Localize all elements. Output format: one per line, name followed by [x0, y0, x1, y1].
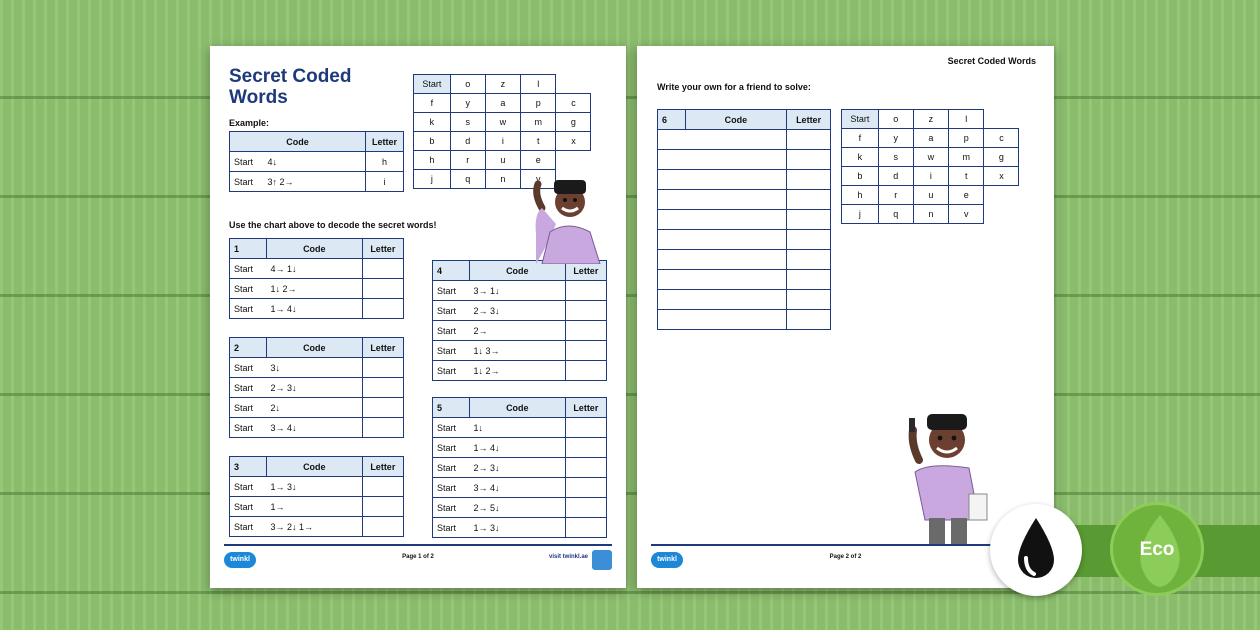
- table-row: [658, 190, 831, 210]
- code-cell: 3→ 4↓: [469, 478, 565, 498]
- code-header: Code: [266, 457, 362, 477]
- grid-cell: l: [949, 110, 984, 129]
- grid-cell: d: [450, 132, 485, 151]
- grid-row: [842, 129, 1054, 148]
- grid-cell: z: [485, 75, 520, 94]
- table-row: [433, 321, 607, 341]
- letter-answer-cell[interactable]: [787, 170, 831, 190]
- table-row: [230, 517, 404, 537]
- grid-cell: e: [521, 151, 556, 170]
- table-row: [658, 150, 831, 170]
- grid-cell: q: [450, 170, 485, 189]
- table-row: [658, 170, 831, 190]
- start-label: Start: [230, 378, 267, 398]
- start-label: Start: [230, 477, 267, 497]
- grid-cell: q: [878, 205, 913, 224]
- grid-cell: a: [913, 129, 948, 148]
- table-row: [433, 438, 607, 458]
- grid-cell: u: [913, 186, 948, 205]
- letter-grid: [841, 109, 1054, 224]
- page-header: Secret Coded Words: [947, 56, 1036, 66]
- grid-cell: s: [878, 148, 913, 167]
- code-input-cell[interactable]: [658, 310, 787, 330]
- code-input-cell[interactable]: [658, 210, 787, 230]
- table-row: [433, 418, 607, 438]
- letter-header: Letter: [362, 338, 403, 358]
- table-row: [433, 498, 607, 518]
- grid-cell: i: [913, 167, 948, 186]
- code-header: Code: [266, 338, 362, 358]
- eco-badge: [1110, 502, 1204, 596]
- letter-answer-cell[interactable]: [565, 418, 606, 438]
- code-cell: 1↓ 3→: [469, 341, 565, 361]
- letter-answer-cell[interactable]: [565, 281, 606, 301]
- page-title: Secret Coded Words: [229, 66, 352, 108]
- eco-label: Eco: [1139, 539, 1175, 560]
- start-label: Start: [433, 438, 470, 458]
- letter-answer-cell[interactable]: [362, 259, 403, 279]
- start-label: Start: [433, 341, 470, 361]
- puzzle-table-4: [432, 260, 607, 381]
- twinkl-logo: twinkl: [651, 552, 683, 568]
- grid-cell: [1019, 205, 1054, 224]
- letter-answer-cell[interactable]: [362, 497, 403, 517]
- grid-cell: r: [878, 186, 913, 205]
- instruction-text: Use the chart above to decode the secret words!: [229, 220, 437, 230]
- start-label: Start: [230, 358, 267, 378]
- code-cell: 1→: [266, 497, 362, 517]
- visit-link[interactable]: visit twinkl.ae: [548, 554, 588, 560]
- grid-cell: y: [450, 94, 485, 113]
- table-row: [230, 418, 404, 438]
- code-cell: 2→ 3↓: [469, 301, 565, 321]
- grid-cell: w: [913, 148, 948, 167]
- table-row: [230, 398, 404, 418]
- puzzle-number: 6: [658, 110, 686, 130]
- page-footer: [651, 544, 1040, 574]
- letter-answer-cell[interactable]: [787, 310, 831, 330]
- letter-header: Letter: [565, 261, 606, 281]
- code-input-cell[interactable]: [658, 130, 787, 150]
- code-input-cell[interactable]: [658, 230, 787, 250]
- table-row: [433, 301, 607, 321]
- table-row: [230, 279, 404, 299]
- letter-answer-cell[interactable]: [565, 321, 606, 341]
- start-label: Start: [433, 281, 470, 301]
- letter-answer-cell[interactable]: [362, 299, 403, 319]
- table-row: [658, 310, 831, 330]
- table-header-row: [230, 457, 404, 477]
- code-cell: 2→ 3↓: [266, 378, 362, 398]
- code-cell: 1→ 3↓: [266, 477, 362, 497]
- start-label: Start: [433, 301, 470, 321]
- grid-cell: [591, 113, 626, 132]
- grid-cell: [591, 94, 626, 113]
- grid-row: [414, 94, 626, 113]
- grid-cell: g: [556, 113, 591, 132]
- code-cell: 2↓: [266, 398, 362, 418]
- boy-illustration: [528, 174, 616, 264]
- grid-cell: t: [949, 167, 984, 186]
- letter-header: Letter: [565, 398, 606, 418]
- grid-cell: v: [949, 205, 984, 224]
- code-cell: 1↓ 2→: [266, 279, 362, 299]
- grid-cell: j: [842, 205, 879, 224]
- grid-cell: u: [485, 151, 520, 170]
- letter-answer-cell[interactable]: [362, 477, 403, 497]
- letter-header: Letter: [366, 132, 404, 152]
- grid-cell: [1019, 167, 1054, 186]
- grid-cell: t: [521, 132, 556, 151]
- letter-answer-cell[interactable]: [787, 270, 831, 290]
- code-input-cell[interactable]: [658, 150, 787, 170]
- grid-row: [842, 186, 1054, 205]
- table-row: [433, 478, 607, 498]
- grid-cell: j: [414, 170, 451, 189]
- letter-answer-cell[interactable]: [362, 517, 403, 537]
- grid-cell: g: [984, 148, 1019, 167]
- code-input-cell[interactable]: [658, 170, 787, 190]
- table-row: [658, 270, 831, 290]
- table-row: [433, 341, 607, 361]
- grid-cell: [984, 186, 1019, 205]
- example-table: [229, 131, 404, 192]
- table-header-row: [230, 338, 404, 358]
- puzzle-number: 3: [230, 457, 267, 477]
- grid-cell: [556, 75, 591, 94]
- letter-answer-cell[interactable]: [787, 250, 831, 270]
- table-header-row: [658, 110, 831, 130]
- puzzle-table-6: [657, 109, 831, 330]
- grid-cell: x: [984, 167, 1019, 186]
- puzzle-number: 5: [433, 398, 470, 418]
- letter-answer-cell[interactable]: [787, 210, 831, 230]
- code-cell: 1→ 4↓: [469, 438, 565, 458]
- code-cell: 3→ 4↓: [266, 418, 362, 438]
- grid-cell: Start: [842, 110, 879, 129]
- start-label: Start: [230, 259, 267, 279]
- grid-cell: d: [878, 167, 913, 186]
- letter-answer-cell[interactable]: [362, 418, 403, 438]
- start-label: Start: [230, 418, 267, 438]
- grid-cell: y: [878, 129, 913, 148]
- start-label: Start: [433, 321, 470, 341]
- grid-cell: [1019, 110, 1054, 129]
- table-row: [230, 259, 404, 279]
- start-label: Start: [230, 299, 267, 319]
- puzzle-number: 2: [230, 338, 267, 358]
- code-cell: 1↓: [469, 418, 565, 438]
- table-row: [658, 210, 831, 230]
- worksheet-page-1: [210, 46, 626, 588]
- grid-cell: e: [949, 186, 984, 205]
- code-input-cell[interactable]: [658, 250, 787, 270]
- letter-answer-cell[interactable]: [362, 398, 403, 418]
- code-cell: 1↓ 2→: [469, 361, 565, 381]
- grid-cell: v: [521, 170, 556, 189]
- example-label: Example:: [229, 118, 270, 128]
- letter-answer-cell[interactable]: [787, 290, 831, 310]
- letter-grid: [413, 74, 626, 189]
- puzzle-table-3: [229, 456, 404, 537]
- table-row: [433, 518, 607, 538]
- table-row: [230, 497, 404, 517]
- grid-row: [414, 113, 626, 132]
- grid-cell: [591, 132, 626, 151]
- table-row: [230, 299, 404, 319]
- grid-cell: l: [521, 75, 556, 94]
- letter-answer-cell[interactable]: [565, 498, 606, 518]
- grid-cell: o: [450, 75, 485, 94]
- grid-row: [842, 205, 1054, 224]
- twinkl-logo: twinkl: [224, 552, 256, 568]
- code-input-cell[interactable]: [658, 190, 787, 210]
- code-header: Code: [230, 132, 366, 152]
- table-row: Start 3↑ 2→ i: [230, 172, 404, 192]
- code-cell: 3↓: [266, 358, 362, 378]
- grid-cell: [984, 110, 1019, 129]
- table-row: [230, 358, 404, 378]
- letter-header: Letter: [362, 457, 403, 477]
- start-label: Start: [433, 518, 470, 538]
- table-row: Start 4↓ h: [230, 152, 404, 172]
- grid-cell: m: [521, 113, 556, 132]
- start-label: Start: [433, 418, 470, 438]
- puzzle-number: 4: [433, 261, 470, 281]
- letter-answer-cell[interactable]: [362, 358, 403, 378]
- puzzle-table-2: [229, 337, 404, 438]
- code-cell: 2→ 3↓: [469, 458, 565, 478]
- grid-cell: [1019, 186, 1054, 205]
- table-row: [433, 281, 607, 301]
- grid-cell: i: [485, 132, 520, 151]
- letter-answer-cell[interactable]: [565, 458, 606, 478]
- code-cell: 3→ 2↓ 1→: [266, 517, 362, 537]
- grid-cell: [1019, 148, 1054, 167]
- code-input-cell[interactable]: [658, 270, 787, 290]
- grid-cell: n: [485, 170, 520, 189]
- table-row: [433, 458, 607, 478]
- grid-cell: [591, 151, 626, 170]
- letter-answer-cell[interactable]: [787, 230, 831, 250]
- code-input-cell[interactable]: [658, 290, 787, 310]
- start-label: Start: [433, 458, 470, 478]
- letter-answer-cell[interactable]: [565, 518, 606, 538]
- code-cell: 2→: [469, 321, 565, 341]
- code-header: Code: [469, 398, 565, 418]
- table-row: [658, 130, 831, 150]
- table-row: [658, 250, 831, 270]
- grid-row: [414, 75, 626, 94]
- grid-cell: k: [414, 113, 451, 132]
- start-label: Start: [230, 279, 267, 299]
- grid-cell: b: [414, 132, 451, 151]
- grid-cell: r: [450, 151, 485, 170]
- worksheet-page-2: [637, 46, 1054, 588]
- grid-cell: f: [414, 94, 451, 113]
- ink-drop-icon: [1010, 516, 1062, 584]
- grid-cell: n: [913, 205, 948, 224]
- code-header: Code: [685, 110, 786, 130]
- grid-cell: [556, 151, 591, 170]
- code-cell: 4→ 1↓: [266, 259, 362, 279]
- code-header: Code: [266, 239, 362, 259]
- grid-cell: b: [842, 167, 879, 186]
- grid-cell: k: [842, 148, 879, 167]
- grid-cell: z: [913, 110, 948, 129]
- code-cell: 1→ 3↓: [469, 518, 565, 538]
- letter-answer-cell[interactable]: [787, 130, 831, 150]
- grid-cell: f: [842, 129, 879, 148]
- letter-answer-cell[interactable]: [565, 341, 606, 361]
- letter-answer-cell[interactable]: [565, 301, 606, 321]
- grid-cell: m: [949, 148, 984, 167]
- grid-row: [414, 151, 626, 170]
- grid-row: [842, 110, 1054, 129]
- ink-saver-badge: [990, 504, 1082, 596]
- start-label: Start: [230, 398, 267, 418]
- letter-answer-cell[interactable]: [565, 361, 606, 381]
- grid-cell: h: [414, 151, 451, 170]
- code-cell: 1→ 4↓: [266, 299, 362, 319]
- boy-illustration: [899, 410, 999, 544]
- grid-row: [842, 148, 1054, 167]
- table-row: [433, 361, 607, 381]
- start-label: Start: [230, 497, 267, 517]
- letter-answer-cell[interactable]: [565, 438, 606, 458]
- table-header-row: [433, 398, 607, 418]
- puzzle-table-1: [229, 238, 404, 319]
- start-label: Start: [433, 498, 470, 518]
- table-row: [658, 230, 831, 250]
- grid-row: [842, 167, 1054, 186]
- letter-answer-cell[interactable]: [787, 190, 831, 210]
- table-row: [230, 477, 404, 497]
- letter-answer-cell[interactable]: [787, 150, 831, 170]
- page-footer: [224, 544, 612, 574]
- grid-cell: p: [949, 129, 984, 148]
- puzzle-number: 1: [230, 239, 267, 259]
- table-row: [658, 290, 831, 310]
- start-label: Start: [433, 478, 470, 498]
- grid-cell: h: [842, 186, 879, 205]
- grid-cell: Start: [414, 75, 451, 94]
- page-number: Page 1 of 2: [402, 554, 434, 560]
- letter-header: Letter: [787, 110, 831, 130]
- grid-cell: c: [984, 129, 1019, 148]
- grid-cell: [1019, 129, 1054, 148]
- grid-cell: a: [485, 94, 520, 113]
- start-label: Start: [433, 361, 470, 381]
- puzzle-table-5: [432, 397, 607, 538]
- start-label: Start: [230, 517, 267, 537]
- letter-header: Letter: [362, 239, 403, 259]
- table-header-row: [230, 239, 404, 259]
- badge-icon: [592, 550, 612, 570]
- grid-row: [414, 132, 626, 151]
- page-number: Page 2 of 2: [829, 554, 862, 560]
- code-cell: 2→ 5↓: [469, 498, 565, 518]
- letter-answer-cell[interactable]: [362, 279, 403, 299]
- grid-cell: w: [485, 113, 520, 132]
- grid-cell: o: [878, 110, 913, 129]
- letter-answer-cell[interactable]: [362, 378, 403, 398]
- table-row: [230, 378, 404, 398]
- letter-answer-cell[interactable]: [565, 478, 606, 498]
- code-header: Code: [469, 261, 565, 281]
- grid-cell: p: [521, 94, 556, 113]
- grid-cell: x: [556, 132, 591, 151]
- code-cell: 3→ 1↓: [469, 281, 565, 301]
- grid-cell: c: [556, 94, 591, 113]
- grid-cell: [984, 205, 1019, 224]
- grid-cell: s: [450, 113, 485, 132]
- grid-cell: [591, 75, 626, 94]
- instruction-text: Write your own for a friend to solve:: [657, 82, 811, 92]
